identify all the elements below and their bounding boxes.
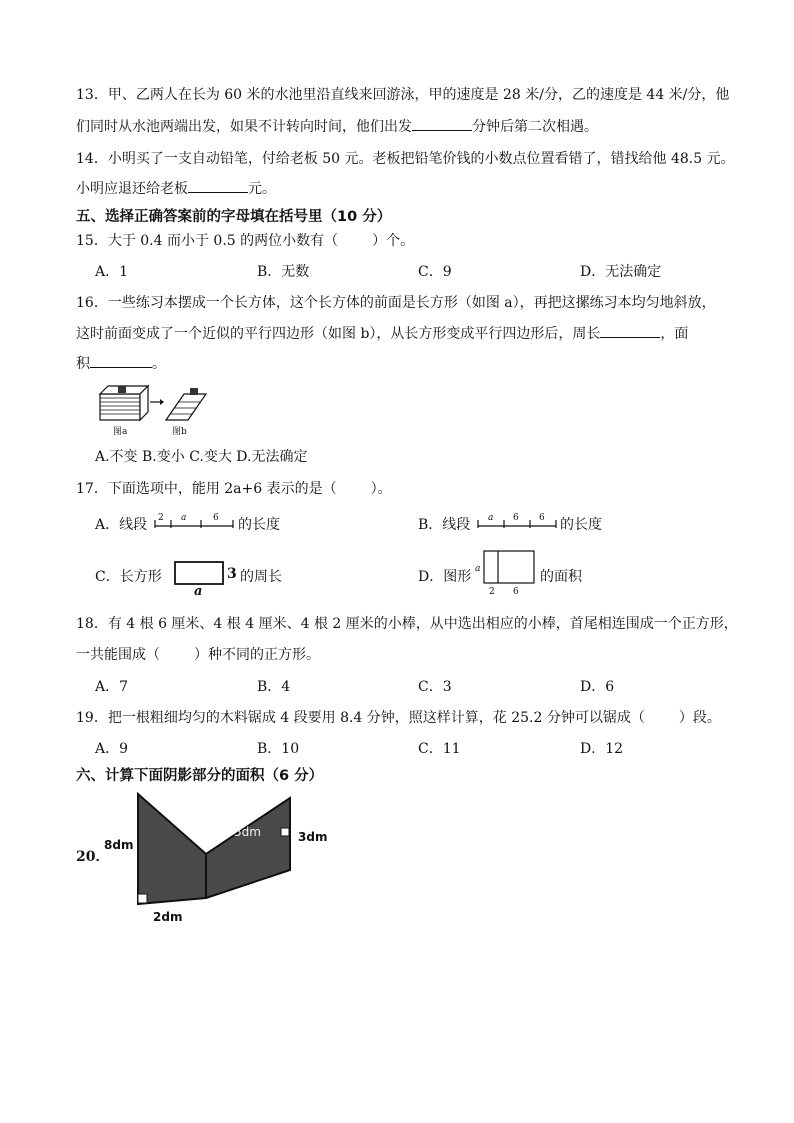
q20-left-height-label: 8dm <box>104 838 134 852</box>
q18-option-b[interactable]: B．4 <box>257 679 291 695</box>
q17-option-b-seg-1: a <box>488 513 494 523</box>
q17-option-a-seg-3: 6 <box>213 513 219 523</box>
q18-line2 <box>76 644 320 664</box>
q13-line1: 13．甲、乙两人在长为 60 米的水池里沿直线来回游泳，甲的速度是 28 米/分，乙的速度是 44 米/分，他 <box>76 87 730 103</box>
q16-line2-start: 这时前面变成了一个近似的平行四边形（如图 b），从长方形变成平行四边形后，周长 <box>76 326 601 342</box>
q16-fig-a-label: 图a <box>113 427 128 437</box>
q14-line1: 14．小明买了一支自动铅笔，付给老板 50 元。老板把铅笔价钱的小数点位置看错了，错找给他 48.5 元。 <box>76 151 735 167</box>
q20-bottom-label: 2dm <box>153 910 183 924</box>
q15-option-b[interactable]: B．无数 <box>257 264 310 280</box>
q17-option-a-suffix: 的长度 <box>238 517 280 533</box>
q20-number: 20． <box>76 849 110 865</box>
q16-line3-end: 。 <box>152 356 166 372</box>
q17-option-a-segment <box>153 510 235 532</box>
q17-option-d-prefix: D．图形 <box>418 569 472 585</box>
q17-option-b-seg-3: 6 <box>539 513 545 523</box>
q17-option-b[interactable] <box>418 514 470 534</box>
q20-shaded-figure <box>134 790 294 908</box>
q19-stem-start: 19．把一根粗细均匀的木料锯成 4 段要用 8.4 分钟，照这样计算，花 25.2 分钟可以锯成（ <box>76 710 645 726</box>
q13-line2-start: 们同时从水池两端出发，如果不计转向时间，他们出发 <box>76 119 412 135</box>
q13-line2-end: 分钟后第二次相遇。 <box>472 119 598 135</box>
q17-option-a-prefix: A．线段 <box>95 517 148 533</box>
q17-option-a-seg-2: a <box>181 513 187 523</box>
q17-option-c-prefix: C．长方形 <box>95 569 162 585</box>
q18-option-a[interactable]: A．7 <box>95 679 129 695</box>
q19-stem <box>76 707 721 727</box>
q14-line2-end: 元。 <box>248 181 276 197</box>
q13-line2 <box>76 116 598 136</box>
q16-line2 <box>76 323 688 343</box>
notebook-stack-b <box>166 388 206 420</box>
q17-option-c-bottom-label: a <box>194 584 203 599</box>
section6-title: 六、计算下面阴影部分的面积（6 分） <box>76 768 324 784</box>
q18-option-d[interactable]: D．6 <box>580 679 615 695</box>
q13-answer-blank[interactable] <box>412 116 472 131</box>
q14-answer-blank[interactable] <box>188 178 248 193</box>
q16-line3 <box>76 353 166 373</box>
q20-right-height-label: 3dm <box>298 830 328 844</box>
q17-option-c-rectangle <box>173 560 225 586</box>
q16-line2-end: ，面 <box>660 326 689 342</box>
q18-line1: 18．有 4 根 6 厘米、4 根 4 厘米、4 根 2 厘米的小棒，从中选出相应的小棒，首尾相连围成一个正方形， <box>76 616 738 632</box>
q15-stem <box>76 230 414 250</box>
q18-line2-end: ）种不同的正方形。 <box>194 647 320 663</box>
notebook-stack-a <box>100 386 148 420</box>
arrow-icon <box>150 399 164 405</box>
q19-option-b[interactable]: B．10 <box>257 741 300 757</box>
q17-option-d-bottom-2: 6 <box>513 587 519 597</box>
q17-option-d-figure <box>482 549 536 585</box>
q17-option-d[interactable] <box>418 566 471 586</box>
q17-option-b-seg-2: 6 <box>513 513 519 523</box>
q17-option-c-suffix: 的周长 <box>240 569 282 585</box>
q17-stem-start: 17．下面选项中，能用 2a+6 表示的是（ <box>76 481 337 497</box>
q15-option-d[interactable]: D．无法确定 <box>580 264 662 280</box>
q17-option-b-suffix: 的长度 <box>560 517 602 533</box>
q17-option-d-side-label: a <box>475 564 481 574</box>
q16-area-blank[interactable] <box>90 353 152 368</box>
q19-stem-end: ）段。 <box>678 710 721 726</box>
q17-option-a-seg-1: 2 <box>158 513 164 523</box>
q14-line2 <box>76 178 276 198</box>
q17-option-d-bottom-1: 2 <box>489 587 495 597</box>
q17-option-d-suffix: 的面积 <box>540 569 582 585</box>
q15-stem-end: ）个。 <box>372 233 415 249</box>
q16-line3-start: 积 <box>76 356 90 372</box>
q15-stem-start: 15．大于 0.4 而小于 0.5 的两位小数有（ <box>76 233 339 249</box>
q18-option-c[interactable]: C．3 <box>418 679 452 695</box>
q17-option-c-side-label: 3 <box>227 566 237 582</box>
section5-title: 五、选择正确答案前的字母填在括号里（10 分） <box>76 209 392 225</box>
q19-option-c[interactable]: C．11 <box>418 741 461 757</box>
q20-diagonal-label: 5dm <box>234 825 261 839</box>
q17-option-a[interactable] <box>95 514 147 534</box>
q17-option-b-prefix: B．线段 <box>418 517 471 533</box>
q15-option-a[interactable]: A．1 <box>95 264 129 280</box>
q14-line2-start: 小明应退还给老板 <box>76 181 188 197</box>
q18-line2-start: 一共能围成（ <box>76 647 160 663</box>
q17-option-c[interactable] <box>95 566 162 586</box>
q16-fig-b-label: 图b <box>172 427 187 437</box>
q17-stem-end: ）。 <box>370 481 392 497</box>
q19-option-a[interactable]: A．9 <box>95 741 129 757</box>
q15-option-c[interactable]: C．9 <box>418 264 452 280</box>
q19-option-d[interactable]: D．12 <box>580 741 624 757</box>
q16-line1: 16．一些练习本摆成一个长方体，这个长方体的前面是长方形（如图 a），再把这摞练习本均匀地斜放， <box>76 295 716 311</box>
q16-options[interactable]: A.不变 B.变小 C.变大 D.无法确定 <box>95 449 308 465</box>
q17-stem <box>76 478 392 498</box>
q16-perimeter-blank[interactable] <box>600 323 660 338</box>
